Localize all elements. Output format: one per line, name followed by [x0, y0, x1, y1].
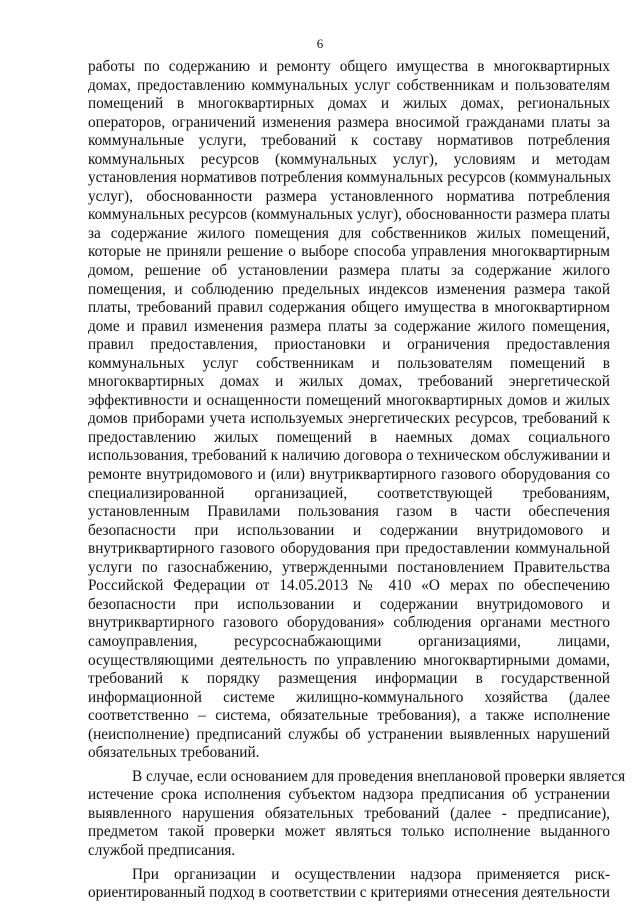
text-line: (неисполнение) предписаний службы об устранении выявленных нарушений: [88, 725, 610, 743]
body-text: [88, 58, 626, 903]
text-line: ремонте внутридомового и (или) внутриквартирного газового оборудования со: [88, 466, 610, 484]
page-number: 6: [316, 36, 324, 51]
text-line: В случае, если основанием для проведения внеплановой проверки является: [132, 767, 626, 785]
text-line: ориентированный подход в соответствии с критериями отнесения деятельности: [88, 884, 610, 902]
text-line: домах, предоставлению коммунальных услуг собственникам и пользователям: [88, 76, 610, 94]
text-line: специализированной организацией, соответствующей требованиям,: [88, 484, 610, 502]
text-line: услуг), обоснованности размера установленного норматива потребления: [88, 187, 610, 205]
paragraph-3: [88, 866, 610, 903]
text-line: коммунальных услуг собственникам и пользователям помещений в: [88, 354, 610, 372]
text-line: соответственно – система, обязательные требования), а также исполнение: [88, 707, 610, 725]
text-line: коммунальных ресурсов (коммунальных услуг), обоснованности размера платы: [88, 206, 610, 224]
text-line: предметом такой проверки может являться только исполнение выданного: [88, 823, 610, 841]
text-line: истечение срока исполнения субъектом надзора предписания об устранении: [88, 786, 610, 804]
text-line: помещения, и соблюдению предельных индексов изменения размера такой: [88, 280, 610, 298]
text-line: домов приборами учета используемых энергетических ресурсов, требований к: [88, 410, 610, 428]
text-line: многоквартирных домах и жилых домах, требований энергетической: [88, 373, 610, 391]
text-line: домом, решение об установлении размера платы за содержание жилого: [88, 262, 610, 280]
text-line: использования, требований к наличию договора о техническом обслуживании и: [88, 447, 611, 465]
text-line: осуществляющими деятельность по управлению многоквартирными домами,: [88, 651, 610, 669]
text-line: безопасности при использовании и содержании внутридомового и: [88, 521, 610, 539]
text-line: установленным Правилами пользования газом в части обеспечения: [88, 503, 610, 521]
text-line: безопасности при использовании и содержании внутридомового и: [88, 595, 610, 613]
text-line: доме и правил изменения размера платы за содержание жилого помещения,: [88, 317, 610, 335]
text-line: внутриквартирного газового оборудования» соблюдения органами местного: [88, 614, 610, 632]
text-line: услуги по газоснабжению, утвержденными постановлением Правительства: [88, 558, 610, 576]
text-line: требований к порядку размещения информации в государственной: [88, 670, 610, 688]
text-line: обязательных требований.: [88, 744, 260, 762]
text-line: информационной системе жилищно-коммунального хозяйства (далее: [88, 688, 610, 706]
text-line: которые не приняли решение о выборе способа управления многоквартирным: [88, 243, 610, 261]
text-line: Российской Федерации от 14.05.2013 № 410 «О мерах по обеспечению: [88, 577, 610, 595]
text-line: за содержание жилого помещения для собственников жилых помещений,: [88, 224, 610, 242]
text-line: правил предоставления, приостановки и ограничения предоставления: [88, 336, 610, 354]
text-line: предоставлению жилых помещений в наемных домах социального: [88, 428, 610, 446]
text-line: самоуправления, ресурсоснабжающими организациями, лицами,: [88, 632, 610, 650]
text-line: платы, требований правил содержания общего имущества в многоквартирном: [88, 299, 610, 317]
text-line: внутриквартирного газового оборудования при предоставлении коммунальной: [88, 540, 610, 558]
text-line: выявленного нарушения обязательных требований (далее - предписание),: [88, 804, 610, 822]
text-line: эффективности и оснащенности помещений многоквартирных домов и жилых: [88, 391, 610, 409]
paragraph-2: [88, 767, 626, 861]
text-line: операторов, ограничений изменения размера вносимой гражданами платы за: [88, 113, 610, 131]
text-line: помещений в многоквартирных домах и жилых домах, региональных: [88, 95, 610, 113]
paragraph-1: [88, 58, 610, 763]
text-line: установления нормативов потребления коммунальных ресурсов (коммунальных: [88, 169, 612, 187]
text-line: службой предписания.: [88, 841, 236, 859]
text-line: коммунальные услуги, требований к составу нормативов потребления: [88, 132, 610, 150]
text-line: При организации и осуществлении надзора применяется риск-: [132, 865, 610, 883]
text-line: работы по содержанию и ремонту общего имущества в многоквартирных: [88, 58, 610, 75]
text-line: коммунальных ресурсов (коммунальных услуг), условиям и методам: [88, 150, 610, 168]
